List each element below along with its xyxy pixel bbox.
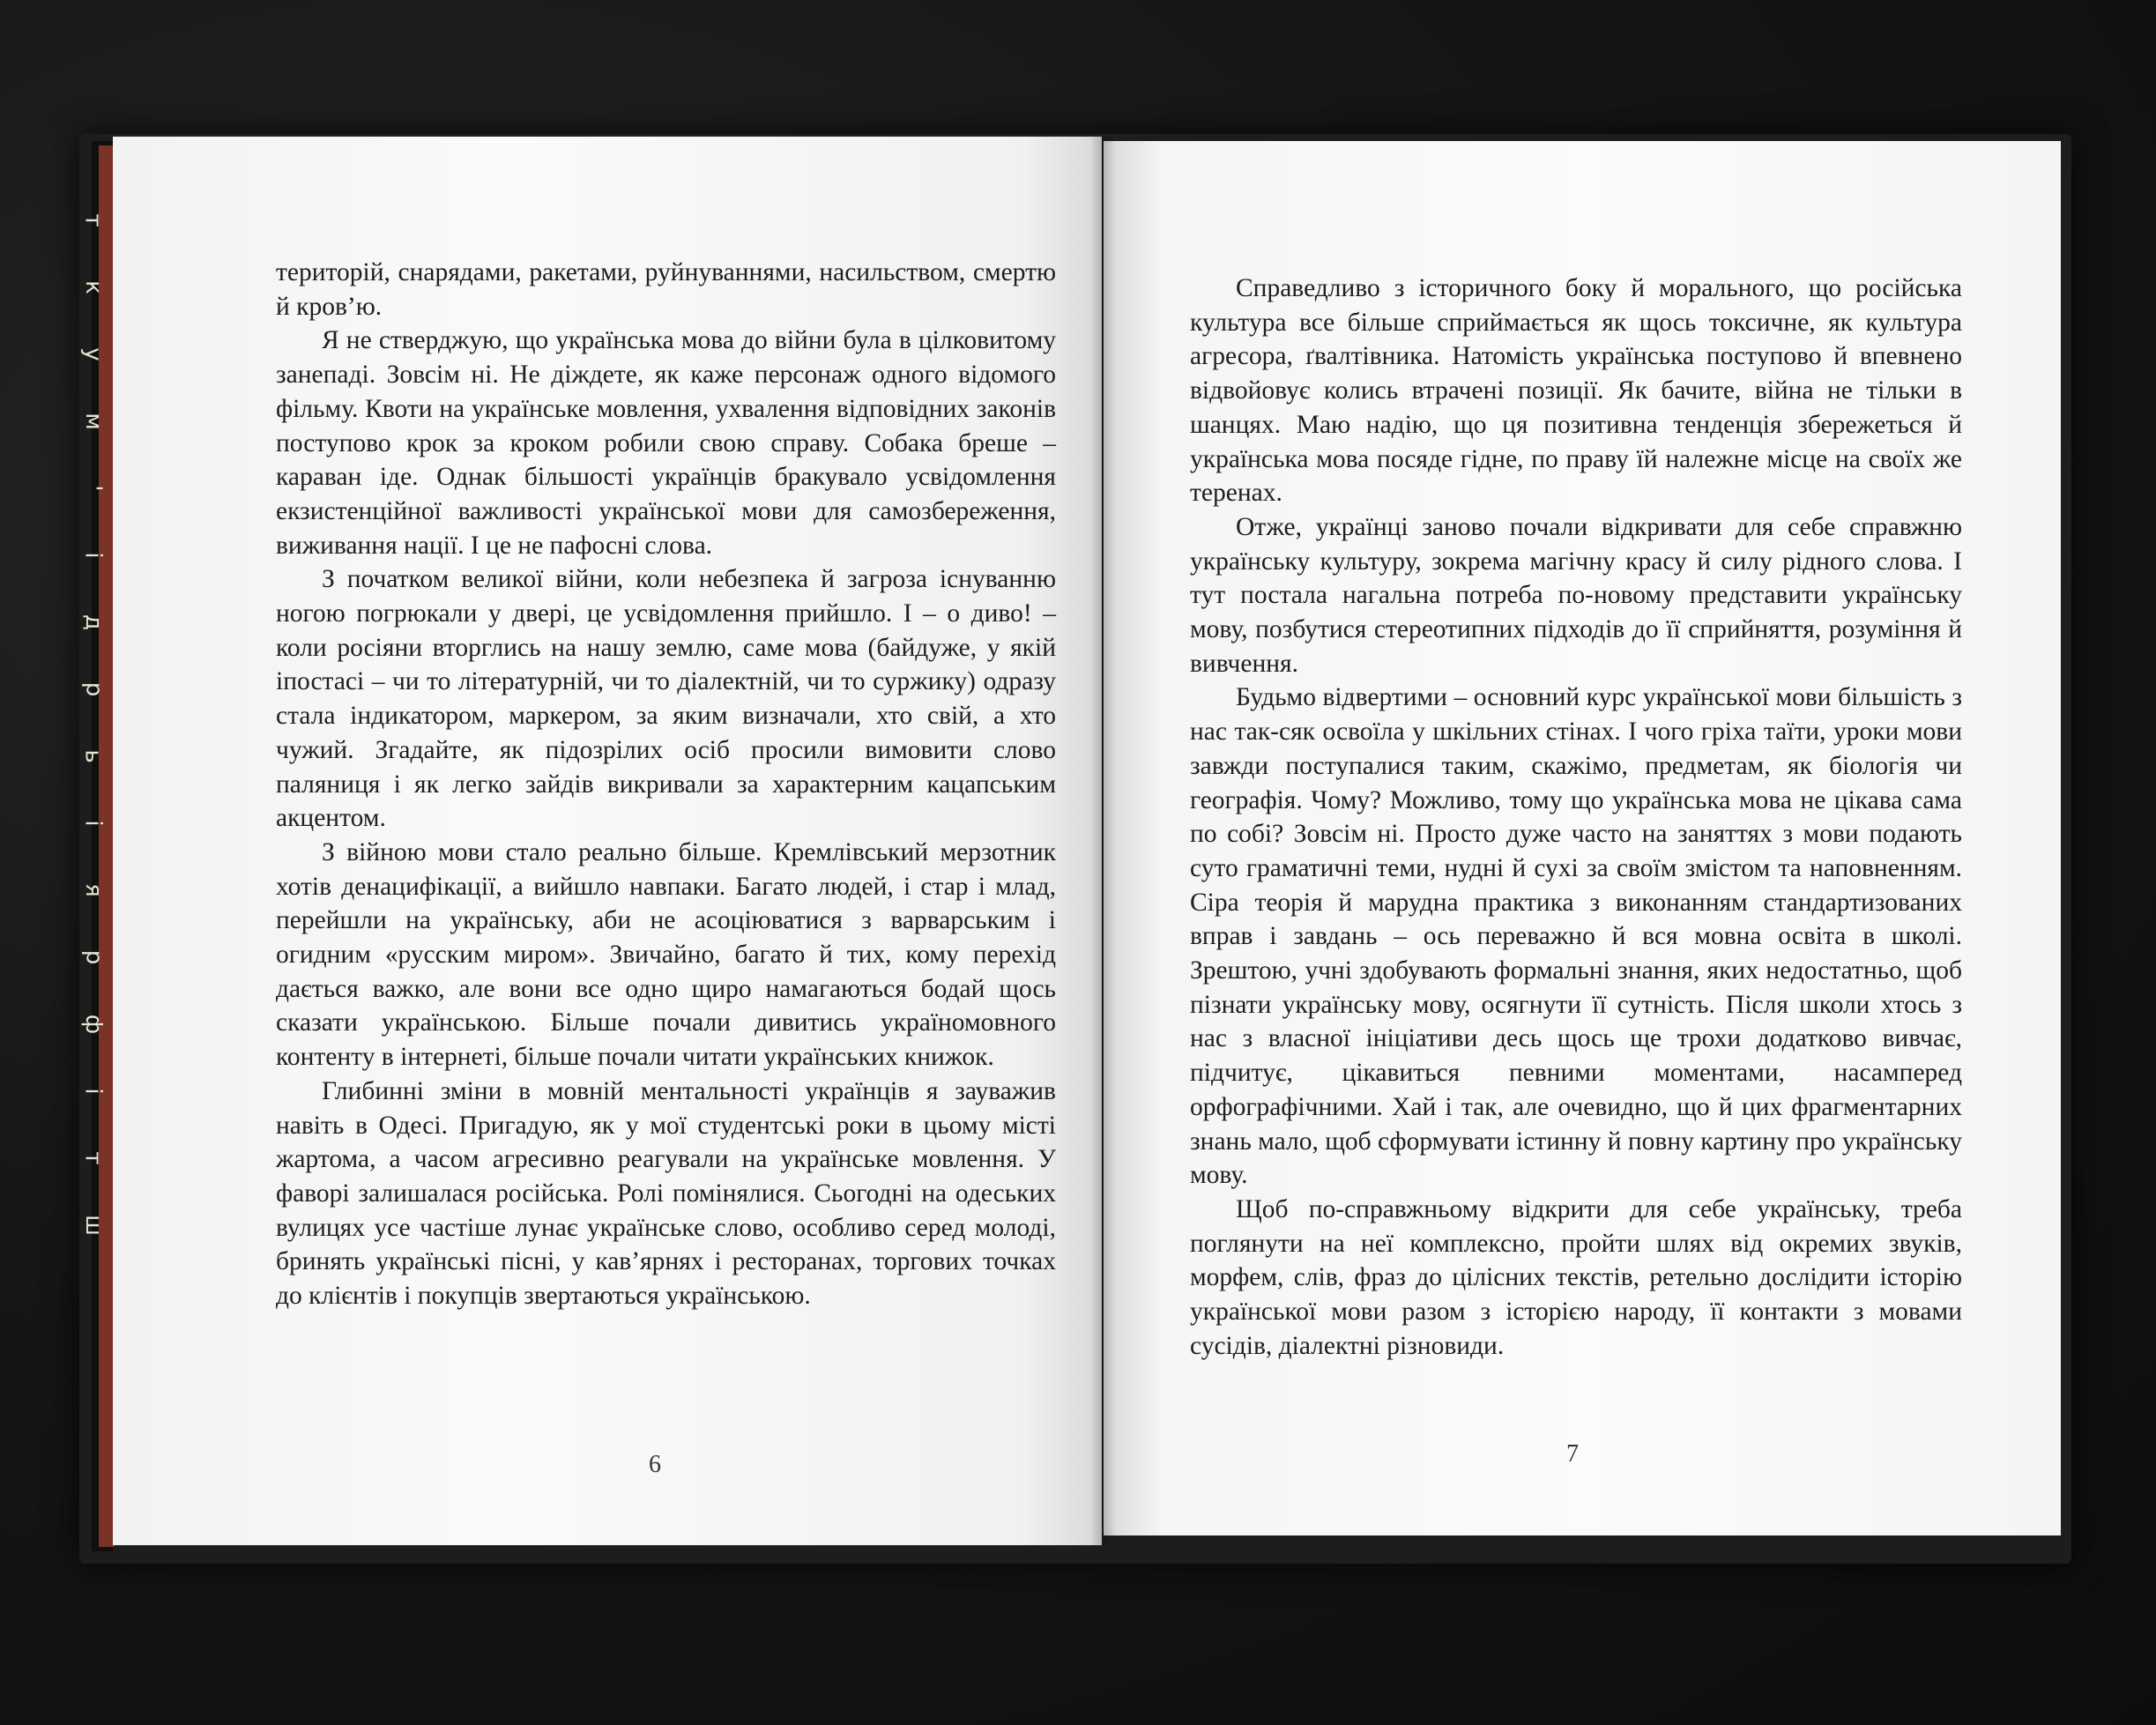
page-number-right: 7 [1566, 1440, 1579, 1468]
paragraph: З початком великої війни, коли небезпека й загроза існуванню ногою погрюкали у двері, це усвідомлення прийшло. І – о диво! – коли росіяни вторглись на нашу землю, саме мова (байдуже, у якій іпостасі – чи то літературній, чи то діалектній, чи то суржику) одразу стала індикатором, маркером, за яким визначали, хто свій, а хто чужий. Згадайте, як підозрілих осіб просили вимовити слово паляниця і як легко зайдів викривали за характерним кацапським акцентом. [276, 565, 1056, 833]
paragraph: Глибинні зміни в мовній ментальності українців я зауважив навіть в Одесі. Пригадую, як у мої студентські роки в цьому місті жартома, а часом агресивно реагували на українське мовлення. У фаворі залишалася російська. Ролі помінялися. Сьогодні на одеських вулицях усе частіше лунає українське слово, особливо серед молоді, бринять українські пісні, у кав’ярнях і ресторанах, торгових точках до клієнтів і покупців звертаються українською. [276, 1076, 1056, 1311]
spine-letter: я [79, 883, 107, 897]
paragraph: Отже, українці заново почали відкривати для себе справжню українську культуру, зокрема магічну красу й силу рідного слова. І тут постала нагальна потреба по-новому представити українську мову, позбутися стереотипних підходів до її сприйняття, розуміння й вивчення. [1190, 512, 1962, 678]
spine-letter: ' [80, 485, 107, 492]
spine-letter: ш [79, 1215, 107, 1236]
paragraph: Щоб по-справжньому відкрити для себе українську, треба поглянути на неї комплексно, пройти шлях від окремих звуків, морфем, слів, фраз до цілісних текстів, ретельно дослідити історію української мови разом з історією народу, її контакти з мовами сусідів, діалектні різновиди. [1190, 1194, 1962, 1360]
paragraph: Справедливо з історичного боку й морального, що російська культура все більше сприймається як щось токсичне, як культура агресора, ґвалтівника. Натомість українська поступово й впевнено відвойовує колись втрачені позиції. Як бачите, війна не тільки в шанцях. Маю надію, що ця позитивна тенденція збережеться й українська мова посяде гідне, по праву їй належне місце на своїх же теренах. [1190, 274, 1962, 508]
spine-letter: ф [79, 1014, 107, 1035]
spine-letter: р [79, 949, 107, 965]
spine-letter: і [79, 552, 107, 559]
spine-letter: у [79, 347, 107, 361]
page-number-left: 6 [649, 1451, 661, 1478]
paragraph: територій, снарядами, ракетами, руйнуваннями, насильством, смертю й кров’ю. [276, 258, 1056, 321]
spine-letter: д [79, 614, 107, 630]
right-page-text [1190, 271, 1962, 1364]
left-page-text [276, 256, 1056, 1313]
paragraph: Будьмо відвертими – основний курс української мови більшість з нас так-сяк освоїла у шкільних стінах. І чого гріха таїти, уроки мови завжди поступалися таким, скажімо, предметам, як біологія чи географія. Чому? Можливо, тому що українська мова не цікава сама по собі? Зовсім ні. Просто дуже часто на заняттях з мови подають суто граматичні теми, нудні й сухі за своїм змістом та наповненням. Сіра теорія й марудна практика з виконанням стандартизованих вправ і завдань – ось переважно й вся мовна освіта в школі. Зрештою, учні здобувають формальні знання, яких недостатньо, щоб пізнати українську мову, осягнути її сутність. Після школи хтось з нас з власної ініціативи десь щось ще трохи додатково вивчає, підчитує, цікавиться певними моментами, насамперед орфографічними. Хай і так, але очевидно, що й цих фрагментарних знань мало, щоб сформувати істинну й повну картину про українську мову. [1190, 683, 1962, 1190]
spine-letter: т [80, 1151, 107, 1165]
spine-letter: р [79, 681, 107, 697]
spine-letter: і [79, 1088, 107, 1095]
spine-letter: і [79, 820, 107, 827]
spine-lettering [81, 207, 106, 1300]
paragraph: Я не стверджую, що українська мова до війни була в цілковитому занепаді. Зовсім ні. Не діждете, як каже персонаж одного відомого фільму. Квоти на українське мовлення, ухвалення відповідних законів поступово крок за кроком робили свою справу. Собака бреше – караван іде. Однак більшості українців бракувало усвідомлення екзистенційної важливості української мови для самозбереження, виживання нації. І це не пафосні слова. [276, 326, 1056, 560]
paragraph: З війною мови стало реально більше. Кремлівський мерзотник хотів денацифікації, а вийшло навпаки. Багато людей, і стар і млад, перейшли на українську, аби не асоціюватися з варварським і огидним «русским миром». Звичайно, багато й тих, кому перехід дається важко, але вони все одно щиро намагаються бодай щось сказати українською. Більше почали дивитись україномовного контенту в інтернеті, більше почали читати українських книжок. [276, 837, 1056, 1072]
spine-letter: м [80, 413, 107, 430]
spine-letter: т [80, 213, 107, 227]
book-gutter [1089, 137, 1116, 1545]
spine-letter: к [80, 280, 107, 294]
spine-letter: ь [79, 749, 107, 763]
